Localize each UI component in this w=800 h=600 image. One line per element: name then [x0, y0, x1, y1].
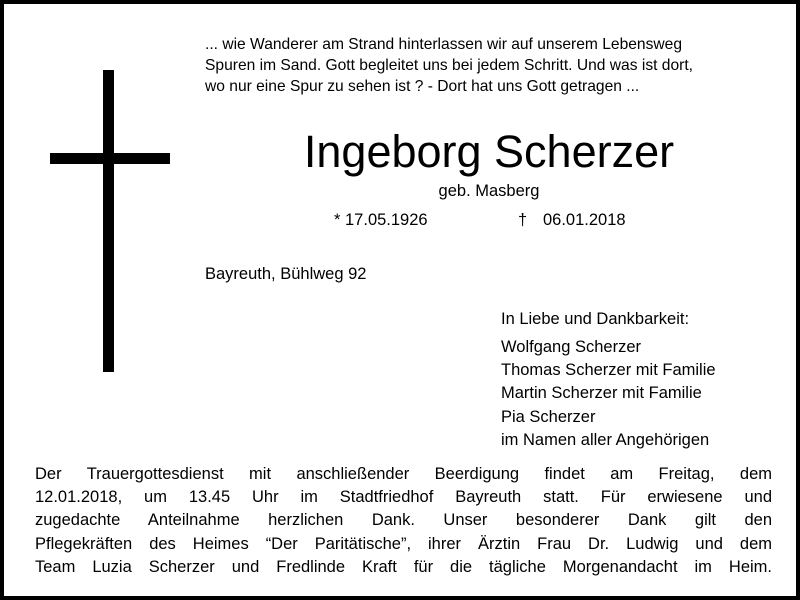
mourner-name: Martin Scherzer mit Familie	[501, 384, 702, 403]
notice-line: 12.01.2018, um 13.45 Uhr im Stadtfriedhof Bayreuth statt. Für erwiesene und	[35, 488, 772, 507]
memorial-quote	[205, 34, 785, 97]
mourners-list	[501, 336, 716, 452]
cross-horizontal-beam	[50, 153, 170, 164]
quote-line: Spuren im Sand. Gott begleitet uns bei jedem Schritt. Und was ist dort,	[205, 57, 693, 74]
latin-cross-icon	[50, 70, 170, 372]
mourners-heading: In Liebe und Dankbarkeit:	[501, 310, 690, 328]
family-address: Bayreuth, Bühlweg 92	[205, 265, 367, 283]
mourner-name: Thomas Scherzer mit Familie	[501, 361, 716, 380]
notice-line: zugedachte Anteilnahme herzlichen Dank. Unser besonderer Dank gilt den	[35, 511, 772, 530]
cross-vertical-beam	[103, 70, 114, 372]
deceased-name: Ingeborg Scherzer	[303, 126, 675, 177]
mourner-name: Pia Scherzer	[501, 407, 596, 426]
notice-line: Team Luzia Scherzer und Fredlinde Kraft für die tägliche Morgenandacht im Heim.	[35, 557, 772, 576]
death-info	[518, 209, 626, 231]
notice-line: Der Trauergottesdienst mit anschließender Beerdigung findet am Freitag, dem	[35, 465, 772, 483]
death-date: 06.01.2018	[543, 211, 626, 229]
quote-line: wo nur eine Spur zu sehen ist ? - Dort hat uns Gott getragen ...	[205, 78, 640, 95]
mourner-name: im Namen aller Angehörigen	[501, 430, 710, 449]
quote-line: ... wie Wanderer am Strand hinterlassen wir auf unserem Lebensweg	[205, 36, 682, 53]
mourner-name: Wolfgang Scherzer	[501, 338, 642, 356]
death-dagger-symbol: †	[518, 211, 528, 229]
birth-date: * 17.05.1926	[334, 211, 428, 229]
maiden-name: geb. Masberg	[438, 182, 540, 200]
funeral-notice	[35, 463, 772, 579]
notice-line: Pflegekräften des Heimes “Der Paritätische”, ihrer Ärztin Frau Dr. Ludwig und dem	[35, 534, 772, 553]
